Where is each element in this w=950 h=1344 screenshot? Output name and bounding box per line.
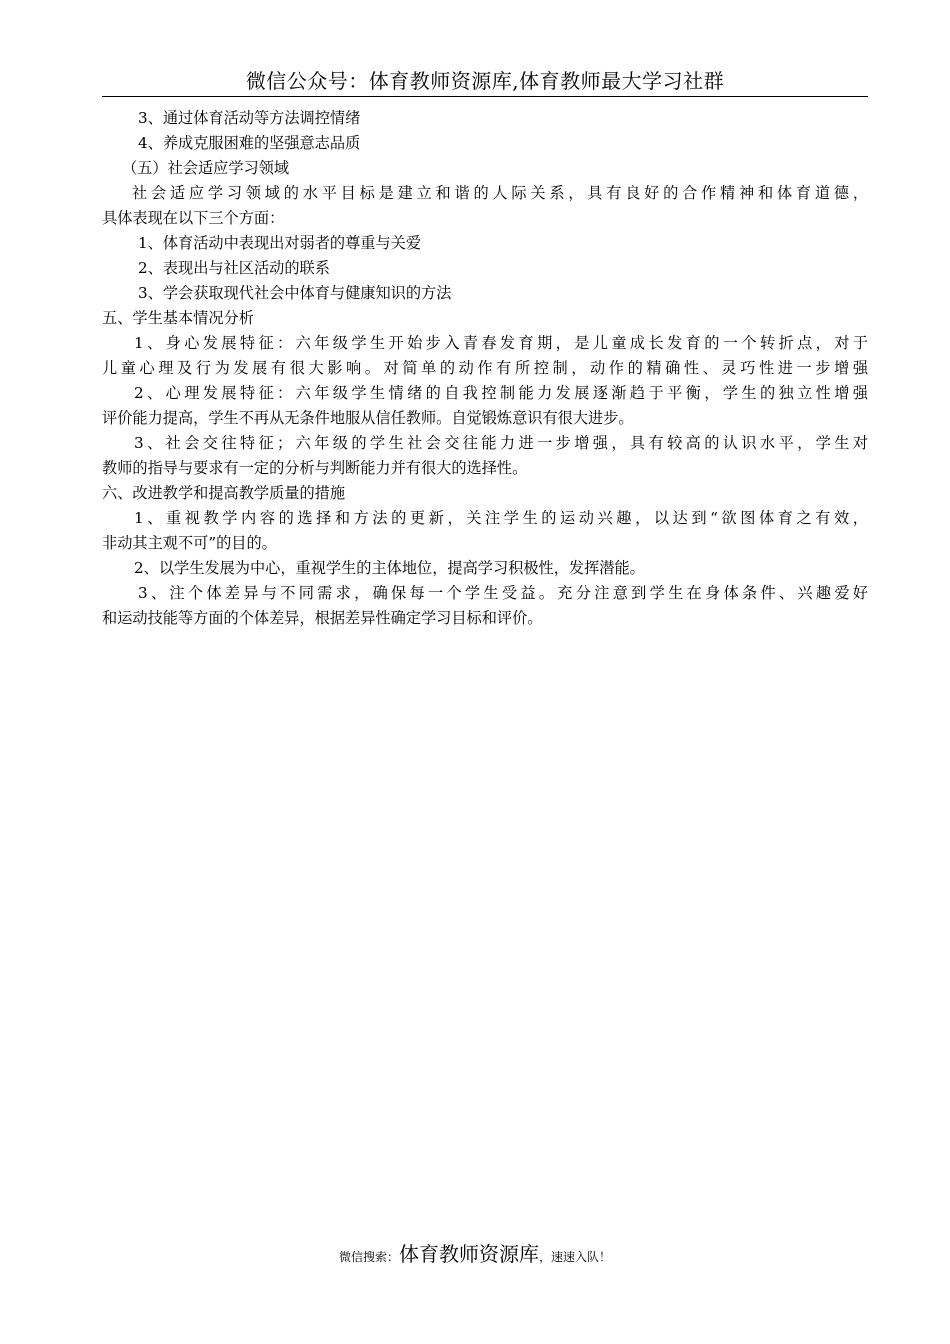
paragraph-line: 2、心理发展特征：六年级学生情绪的自我控制能力发展逐渐趋于平衡，学生的独立性增强	[134, 384, 868, 402]
section-heading: 六、改进教学和提高教学质量的措施	[102, 484, 345, 502]
footer-suffix: ，速速入队！	[539, 1250, 612, 1264]
paragraph-line: 4、养成克服困难的坚强意志品质	[138, 134, 361, 152]
footer-name: 体育教师资源库	[399, 1242, 539, 1266]
paragraph-line: 3、注个体差异与不同需求，确保每一个学生受益。充分注意到学生在身体条件、兴趣爱好	[138, 584, 868, 602]
section-heading: （五）社会适应学习领域	[122, 159, 290, 177]
list-item: 3、学会获取现代社会中体育与健康知识的方法	[138, 284, 452, 302]
page-header	[102, 66, 868, 97]
paragraph-line: 评价能力提高，学生不再从无条件地服从信任教师。自觉锻炼意识有很大进步。	[102, 409, 634, 427]
paragraph-line: 具体表现在以下三个方面：	[102, 209, 285, 227]
page-footer	[0, 1238, 950, 1267]
paragraph-line: 2、以学生发展为中心，重视学生的主体地位，提高学习积极性，发挥潜能。	[134, 559, 645, 577]
paragraph-line: 3、通过体育活动等方法调控情绪	[138, 109, 361, 127]
paragraph-line: 儿童心理及行为发展有很大影响。对简单的动作有所控制，动作的精确性、灵巧性进一步增强	[102, 359, 868, 377]
list-item: 2、表现出与社区活动的联系	[138, 259, 330, 277]
paragraph-line: 1、重视教学内容的选择和方法的更新，关注学生的运动兴趣，以达到“欲图体育之有效，	[134, 509, 868, 527]
header-title: 微信公众号：体育教师资源库,体育教师最大学习社群	[245, 69, 725, 93]
footer-prefix: 微信搜索：	[338, 1250, 399, 1264]
section-heading: 五、学生基本情况分析	[102, 309, 254, 327]
paragraph-line: 3、社会交往特征；六年级的学生社会交往能力进一步增强，具有较高的认识水平，学生对	[134, 434, 868, 452]
paragraph-line: 社会适应学习领域的水平目标是建立和谐的人际关系，具有良好的合作精神和体育道德，	[132, 184, 868, 202]
list-item: 1、体育活动中表现出对弱者的尊重与关爱	[138, 234, 422, 252]
paragraph-line: 和运动技能等方面的个体差异，根据差异性确定学习目标和评价。	[102, 609, 543, 627]
paragraph-line: 非动其主观不可”的目的。	[102, 534, 277, 552]
paragraph-line: 1、身心发展特征：六年级学生开始步入青春发育期，是儿童成长发育的一个转折点，对于	[134, 334, 868, 352]
paragraph-line: 教师的指导与要求有一定的分析与判断能力并有很大的选择性。	[102, 459, 528, 477]
document-body	[102, 106, 868, 631]
